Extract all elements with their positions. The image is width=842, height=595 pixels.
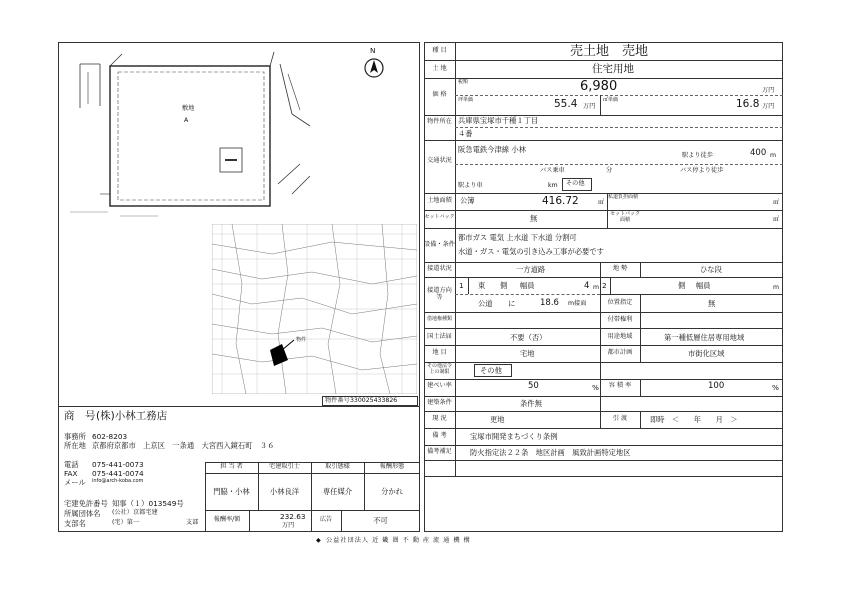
road-status-label: 接道状況 xyxy=(427,265,452,272)
mail-label: メール xyxy=(64,478,86,487)
category-label: 地 目 xyxy=(432,349,447,356)
license: 知事（１）013549号 xyxy=(112,499,184,508)
car-unit: km xyxy=(548,182,558,189)
staff-value-1: 小林良洋 xyxy=(269,487,300,496)
road2-width-label: 幅員 xyxy=(696,281,711,290)
location-line2: ４番 xyxy=(458,129,473,138)
bus-walk-label: バス停より徒歩 xyxy=(680,167,724,174)
address: 京都府京都市 上京区 一条通 大宮西入鏡石町 ３６ xyxy=(92,441,275,450)
branch-label: 支部名 xyxy=(64,519,86,528)
company-name-label: 商 号 xyxy=(64,410,96,422)
sqm-unit: 万円 xyxy=(762,103,775,110)
far-unit: % xyxy=(772,383,779,392)
road1-unit: m xyxy=(593,284,600,291)
road-public: 公道 xyxy=(478,299,493,308)
planning-label: 都市計画 xyxy=(607,349,633,356)
setback-area-unit: ㎡ xyxy=(773,216,780,223)
zoning: 第一種低層住居専用地域 xyxy=(664,333,745,342)
staff-value-2: 専任媒介 xyxy=(322,487,353,496)
private-road-unit: ㎡ xyxy=(773,199,780,206)
branch: (宅）第一 xyxy=(112,519,140,526)
org: (公社）京都宅建 xyxy=(112,509,158,516)
staff-header-3: 報酬形態 xyxy=(379,463,405,470)
remarks: 宝塚市開発まちづくり条例 xyxy=(470,432,558,441)
road-contact-unit: m接面 xyxy=(568,300,587,307)
staff-value-3: 分かれ xyxy=(381,487,403,496)
org-label: 所属団体名 xyxy=(64,509,101,518)
license-label: 宅建免許番号 xyxy=(64,499,108,508)
road-status: 一方道路 xyxy=(516,265,546,274)
other-restrict: その他 xyxy=(480,366,502,375)
fee: 232.63 xyxy=(280,512,306,521)
land-area-type: 公簿 xyxy=(460,196,475,205)
status: 更地 xyxy=(490,415,505,424)
fax-label: FAX xyxy=(64,469,78,478)
fax: 075-441-0074 xyxy=(92,469,144,478)
location-line1: 兵庫県宝塚市千種１丁目 xyxy=(458,116,539,125)
planning: 市街化区域 xyxy=(688,349,725,358)
land-use: 住宅用地 xyxy=(592,63,634,75)
zoning-label: 用途地域 xyxy=(607,333,633,340)
handover: 即時 ＜ 年 月 ＞ xyxy=(650,415,738,424)
sqm-price: 16.8 xyxy=(736,98,760,110)
other-restrict-label: その他法令上の制限 xyxy=(426,363,452,375)
property-type: 売土地 売地 xyxy=(570,44,649,59)
bcr-unit: % xyxy=(592,383,599,392)
use-label: 土 地 xyxy=(432,65,447,72)
staff-header-1: 宅建取引士 xyxy=(269,463,300,470)
ad-label: 広告 xyxy=(319,516,333,523)
terrain: ひな段 xyxy=(700,265,722,274)
car-label: 駅より車 xyxy=(458,182,483,189)
land-area-label: 土地面積 xyxy=(427,197,452,204)
road1-dir: 東 xyxy=(478,281,486,290)
price-label: 価 格 xyxy=(432,91,447,98)
property-no-label: 物件番号 xyxy=(325,397,350,404)
road1-width: 4 xyxy=(584,281,590,291)
category: 宅地 xyxy=(520,349,535,358)
road-dir-label: 接道方向等 xyxy=(427,287,452,301)
fee-label: 報酬率/額 xyxy=(213,516,241,523)
road1-width-label: 幅員 xyxy=(520,281,535,290)
road2-unit: m xyxy=(773,284,780,291)
tsubo-label: 坪単価 xyxy=(458,97,474,103)
far-label: 容 積 率 xyxy=(608,382,632,389)
build-cond-label: 建築条件 xyxy=(427,399,452,406)
walk-unit: m xyxy=(770,152,777,159)
facilities-line1: 都市ガス 電気 上水道 下水道 分割可 xyxy=(458,233,577,242)
private-road-label: 私道負担面積 xyxy=(608,194,639,200)
office-label: 事務所 xyxy=(64,432,86,441)
walk-distance: 400 xyxy=(750,148,767,158)
notes-label: 備考補足 xyxy=(427,448,452,455)
tsubo-price: 55.4 xyxy=(554,98,578,110)
lot-label: 敷地 xyxy=(182,105,195,112)
walk-label: 駅より徒歩 xyxy=(682,152,713,159)
bus-label: バス乗車 xyxy=(540,167,565,174)
terrain-label: 地 勢 xyxy=(612,265,628,272)
facilities-label: 設備・条件 xyxy=(424,241,455,248)
postal: 602-8203 xyxy=(92,432,128,441)
notes: 防火指定法２２条 地区計画 風致計画特定地区 xyxy=(470,448,631,457)
setback: 無 xyxy=(530,214,538,223)
footer-org: 公益社団法人 近 畿 圏 不 動 産 流 通 機 構 xyxy=(326,537,471,544)
footer-icon: ◆ xyxy=(316,537,321,544)
land-area: 416.72 xyxy=(542,195,579,207)
type-label: 種 目 xyxy=(432,47,447,54)
build-cond: 条件無 xyxy=(520,399,542,408)
company-name: (株)小林工務店 xyxy=(96,410,168,422)
staff-header-0: 担 当 者 xyxy=(220,463,243,470)
site-label: 物件 xyxy=(296,337,307,343)
road-contact: 18.6 xyxy=(540,298,559,308)
rights-label: 借地権種類 xyxy=(426,316,452,322)
remarks-label: 備 考 xyxy=(432,432,447,439)
address-label: 所在地 xyxy=(64,441,86,450)
far: 100 xyxy=(708,381,725,391)
price-unit: 万円 xyxy=(762,87,775,94)
setback-label: セットバック xyxy=(424,214,455,220)
facilities-line2: 水道・ガス・電気の引き込み工事が必要です xyxy=(458,247,604,256)
road2-side: 側 xyxy=(678,281,686,290)
sqm-label: ㎡単価 xyxy=(603,97,619,103)
tsubo-unit: 万円 xyxy=(583,103,596,110)
land-area-unit: ㎡ xyxy=(598,199,605,206)
position-label: 位置指定 xyxy=(607,299,633,306)
fee-rights-label: 付帯権利 xyxy=(607,316,633,323)
other-traffic-label: その他 xyxy=(566,180,585,187)
position: 無 xyxy=(708,299,716,308)
status-label: 現 況 xyxy=(432,415,447,422)
north-arrow-icon xyxy=(363,55,385,79)
road-ni: に xyxy=(508,299,516,308)
mail[interactable]: info@arch-koba.com xyxy=(92,478,144,484)
lot-mark: A xyxy=(184,117,189,124)
location-label: 物件所在 xyxy=(427,118,452,125)
bcr: 50 xyxy=(528,381,539,391)
traffic-label: 交通状況 xyxy=(427,157,452,164)
handover-label: 引 渡 xyxy=(612,415,628,422)
north-label: N xyxy=(370,46,376,55)
road1-side: 側 xyxy=(500,281,508,290)
price: 6,980 xyxy=(580,79,618,94)
land-act: 不要（否） xyxy=(510,333,547,342)
fee-unit: 万円 xyxy=(282,522,295,529)
road2-no: 2 xyxy=(602,281,607,290)
tel: 075-441-0073 xyxy=(92,460,144,469)
bus-unit: 分 xyxy=(606,167,613,174)
branch-suffix: 支部 xyxy=(186,519,199,526)
ad: 不可 xyxy=(373,516,388,525)
staff-header-2: 取引態様 xyxy=(325,463,350,470)
bcr-label: 建ぺい率 xyxy=(427,382,452,389)
price-sub: 税額 xyxy=(458,79,469,85)
land-act-label: 国土法届 xyxy=(427,333,452,340)
staff-value-0: 門脇・小林 xyxy=(213,487,250,496)
road1-no: 1 xyxy=(459,281,464,290)
area-map xyxy=(212,224,417,394)
property-no: 330025433826 xyxy=(350,397,398,404)
setback-area-label: セットバック面積 xyxy=(610,211,640,223)
station: 阪急電鉄今津線 小林 xyxy=(458,145,526,154)
tel-label: 電話 xyxy=(64,460,79,469)
